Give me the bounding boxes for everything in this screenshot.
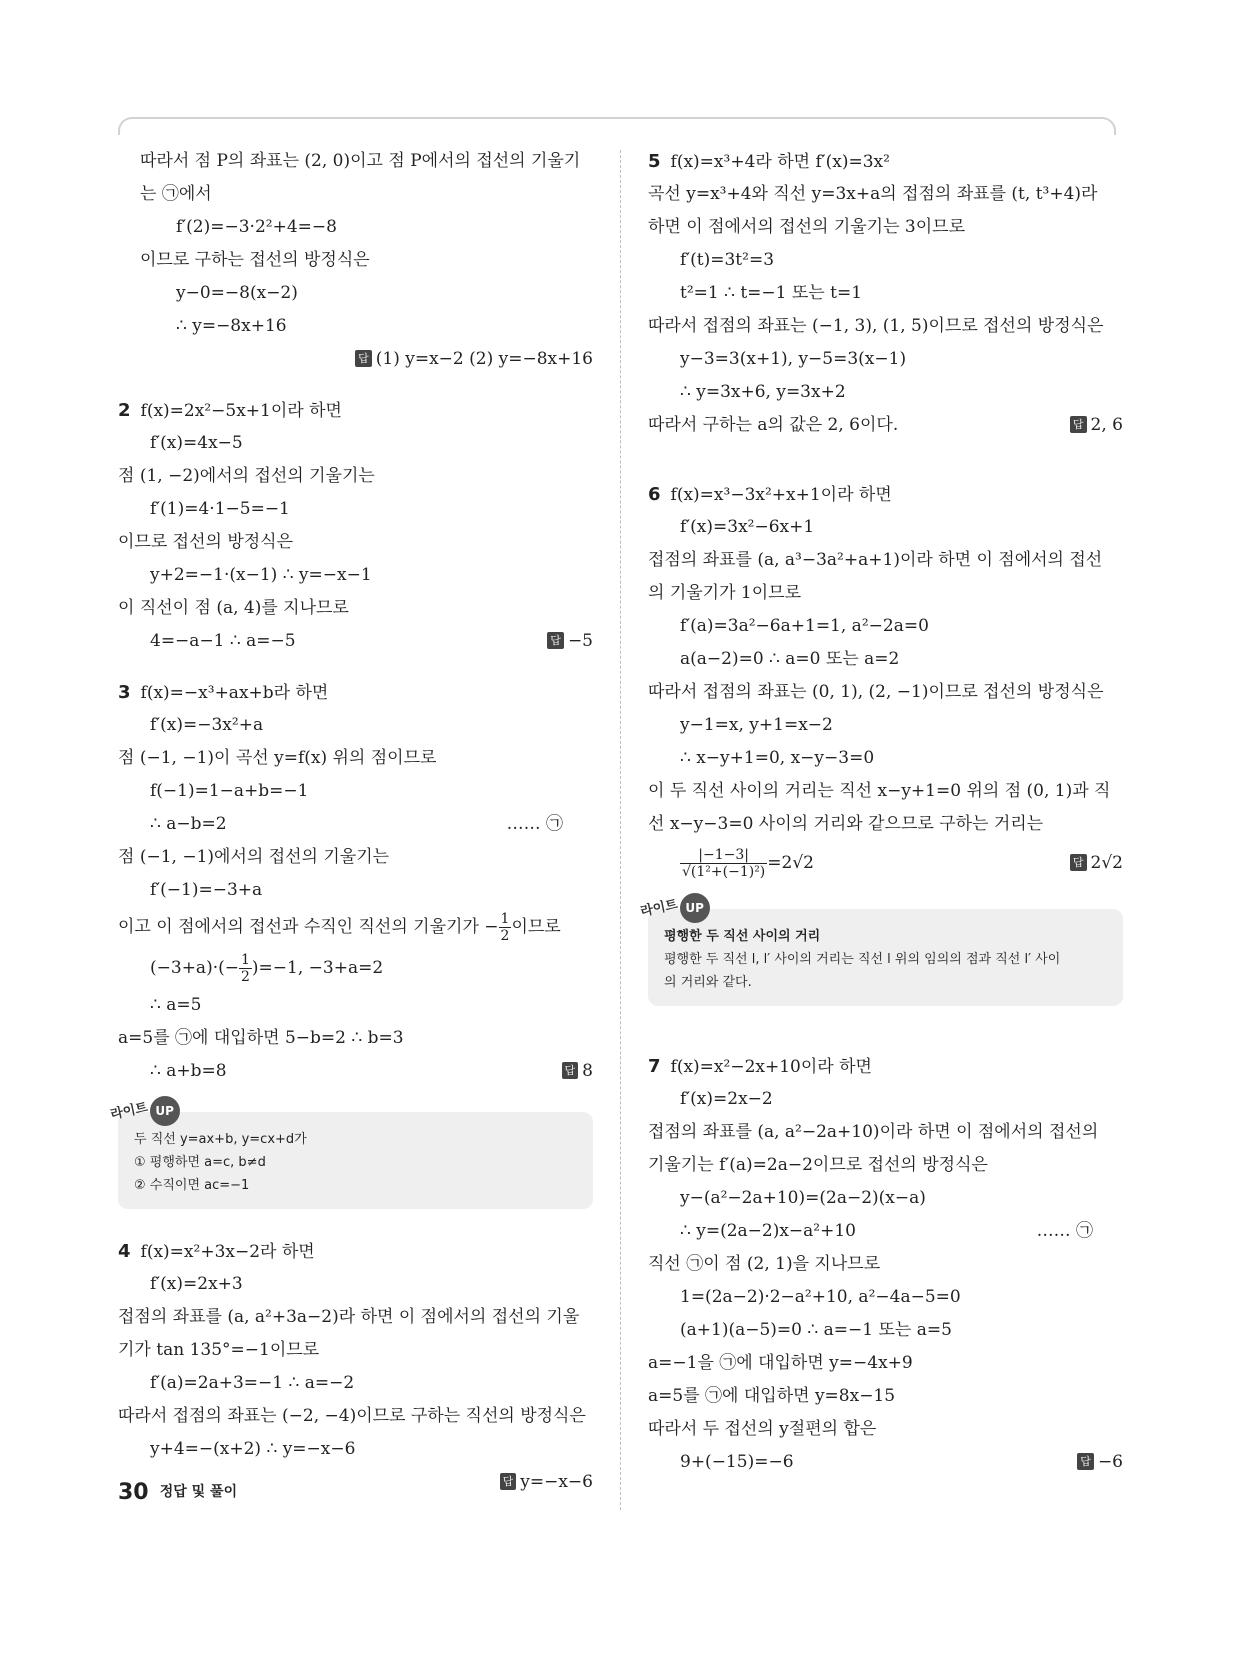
text-line: 따라서 접점의 좌표는 (−1, 3), (1, 5)이므로 접선의 방정식은 [648,316,1104,336]
equation-line: $\frac{|-1-3|}{\text{√(1²+(−1)²)}}$ =2√2 답 2√2 [648,841,1123,885]
equation-line: y+4=−(x+2) ∴ y=−x−6 [150,1439,356,1459]
tip-line: 의 거리와 같다. [664,975,752,990]
equation-line: f′(x)=3x²−6x+1 [680,517,815,537]
answer-icon: 답 [1077,1453,1094,1470]
equation-line: (a+1)(a−5)=0 ∴ a=−1 또는 a=5 [680,1320,952,1340]
problem-number: 4 [118,1241,131,1262]
equation-line: ∴ y=(2a−2)x−a²+10 …… ㉠ [648,1215,1123,1248]
text-line: 선 x−y−3=0 사이의 거리와 같으므로 구하는 거리는 [648,814,1044,834]
equation-line: t²=1 ∴ t=−1 또는 t=1 [680,283,863,303]
answer: 답 2, 6 [1070,409,1123,442]
right-column [639,145,1123,1479]
answer-icon: 답 [355,350,372,367]
problem-5-header: 5 f(x)=x³+4라 하면 f′(x)=3x² [648,151,890,172]
equation-line: y−1=x, y+1=x−2 [680,715,833,735]
equation-line: f′(x)=4x−5 [150,433,243,453]
problem-number: 6 [648,484,661,505]
text-line: 따라서 접점의 좌표는 (−2, −4)이므로 구하는 직선의 방정식은 [118,1406,586,1426]
text-line: a=−1을 ㉠에 대입하면 y=−4x+9 [648,1353,913,1373]
equation-line: (−3+a)·(− $\frac{1}{2}$ )=−1, −3+a=2 [150,952,384,985]
equation-line: ∴ y=−8x+16 [176,316,287,336]
answer-icon: 답 [562,1062,579,1079]
text-line: 의 기울기가 1이므로 [648,583,801,603]
page-footer [118,1480,237,1505]
problem-4-header: 4 f(x)=x²+3x−2라 하면 [118,1241,315,1262]
equation-line: 1=(2a−2)·2−a²+10, a²−4a−5=0 [680,1287,961,1307]
equation-line: f′(x)=2x+3 [150,1274,243,1294]
left-column [109,145,593,1499]
text-line: 곡선 y=x³+4와 직선 y=3x+a의 접점의 좌표를 (t, t³+4)라 [648,184,1098,204]
lite-up-badge: 라이트 UP [110,1096,180,1126]
equation-line: 4=−a−1 ∴ a=−5 답 −5 [118,625,593,658]
answer: 답 (1) y=x−2 (2) y=−8x+16 [355,343,593,376]
equation-line: f′(−1)=−3+a [150,880,263,900]
text-line: 이므로 구하는 접선의 방정식은 [140,250,370,270]
text-line: 따라서 접점의 좌표는 (0, 1), (2, −1)이므로 접선의 방정식은 [648,682,1104,702]
tip-content [118,1112,593,1209]
text-line: 하면 이 점에서의 접선의 기울기는 3이므로 [648,217,966,237]
equation-line: f(−1)=1−a+b=−1 [150,781,309,801]
text-line: 이 두 직선 사이의 거리는 직선 x−y+1=0 위의 점 (0, 1)과 직 [648,781,1111,801]
equation-line: ∴ x−y+1=0, x−y−3=0 [680,748,875,768]
text-line: 이 직선이 점 (a, 4)를 지나므로 [118,598,349,618]
problem-number: 3 [118,682,131,703]
text-line: 점 (1, −2)에서의 접선의 기울기는 [118,466,375,486]
tip-line: 평행한 두 직선 l, l′ 사이의 거리는 직선 l 위의 임의의 점과 직선 l′ 사이 [664,952,1061,967]
text-line: 점 (−1, −1)이 곡선 y=f(x) 위의 점이므로 [118,748,437,768]
lite-up-badge: 라이트 UP [640,893,710,923]
text-line: 접점의 좌표를 (a, a³−3a²+a+1)이라 하면 이 점에서의 접선 [648,550,1103,570]
answer: 답 −5 [547,625,593,658]
text-line: a=5를 ㉠에 대입하면 y=8x−15 [648,1386,896,1406]
equation-line: f′(a)=3a²−6a+1=1, a²−2a=0 [680,616,929,636]
problem-6-header: 6 f(x)=x³−3x²+x+1이라 하면 [648,484,892,505]
equation-line: 9+(−15)=−6 답 −6 [648,1446,1123,1479]
text-line: a=5를 ㉠에 대입하면 5−b=2 ∴ b=3 [118,1028,404,1048]
column-divider [620,150,621,1510]
equation-line: y−3=3(x+1), y−5=3(x−1) [680,349,907,369]
tip-box [109,1100,593,1209]
text-line: 접점의 좌표를 (a, a²−2a+10)이라 하면 이 점에서의 접선의 [648,1122,1099,1142]
problem-number: 5 [648,151,661,172]
tip-box [639,897,1123,1006]
equation-line: y−0=−8(x−2) [176,283,298,303]
text-line: 이고 이 점에서의 접선과 수직인 직선의 기울기가 − $\frac{1}{2}$ 이므로 [118,911,561,944]
text-line: 점 (−1, −1)에서의 접선의 기울기는 [118,847,390,867]
equation-line: f′(x)=−3x²+a [150,715,264,735]
text-line: 따라서 두 접선의 y절편의 합은 [648,1419,877,1439]
fraction: $\frac{1}{2}$ [500,911,510,944]
answer-icon: 답 [1070,416,1087,433]
problem-2-header: 2 f(x)=2x²−5x+1이라 하면 [118,400,342,421]
text-line: 이므로 접선의 방정식은 [118,532,294,552]
equation-line: ∴ y=3x+6, y=3x+2 [680,382,846,402]
equation-line: a(a−2)=0 ∴ a=0 또는 a=2 [680,649,900,669]
text-line: 기울기는 f′(a)=2a−2이므로 접선의 방정식은 [648,1155,988,1175]
fraction: $\frac{1}{2}$ [240,952,250,985]
equation-line: f′(t)=3t²=3 [680,250,775,270]
equation-line: f′(x)=2x−2 [680,1089,773,1109]
equation-line: f′(a)=2a+3=−1 ∴ a=−2 [150,1373,355,1393]
answer-icon: 답 [547,632,564,649]
equation-line: f′(1)=4·1−5=−1 [150,499,290,519]
text-line: 따라서 구하는 a의 값은 2, 6이다. 답 2, 6 [648,409,1123,442]
tip-line: ① 평행하면 a=c, b≠d [134,1155,266,1170]
top-border [118,117,1116,135]
problem-7-header: 7 f(x)=x²−2x+10이라 하면 [648,1056,872,1077]
page-number: 30 [118,1480,149,1505]
equation-line: y−(a²−2a+10)=(2a−2)(x−a) [680,1188,926,1208]
tip-title: 평행한 두 직선 사이의 거리 [664,929,821,944]
problem-number: 7 [648,1056,661,1077]
equation-marker: …… ㉠ [1036,1221,1093,1241]
answer: 답 −6 [1077,1446,1123,1479]
tip-line: ② 수직이면 ac=−1 [134,1178,250,1193]
text-line: 는 ㉠에서 [140,184,212,204]
tip-line: 두 직선 y=ax+b, y=cx+d가 [134,1132,307,1147]
text-line: 직선 ㉠이 점 (2, 1)을 지나므로 [648,1254,881,1274]
text-line: 접점의 좌표를 (a, a²+3a−2)라 하면 이 점에서의 접선의 기울 [118,1307,580,1327]
problem-number: 2 [118,400,131,421]
tip-content [648,909,1123,1006]
text-line: 기가 tan 135°=−1이므로 [118,1340,320,1360]
answer-line [118,343,593,376]
equation-line: f′(2)=−3·2²+4=−8 [176,217,337,237]
equation-line: ∴ a+b=8 답 8 [118,1055,593,1088]
text-line: 따라서 점 P의 좌표는 (2, 0)이고 점 P에서의 접선의 기울기 [140,151,581,171]
fraction: $\frac{|-1-3|}{\text{√(1²+(−1)²)}}$ [682,847,766,880]
page-footer-title: 정답 및 풀이 [159,1484,238,1500]
problem-3-header: 3 f(x)=−x³+ax+b라 하면 [118,682,329,703]
equation-marker: …… ㉠ [506,814,563,834]
answer: 답 y=−x−6 [500,1466,593,1499]
answer: 답 8 [562,1055,593,1088]
equation-line: ∴ a=5 [150,995,202,1015]
answer-icon: 답 [500,1473,517,1490]
answer-icon: 답 [1070,854,1087,871]
equation-line: ∴ a−b=2 …… ㉠ [118,808,593,841]
answer: 답 2√2 [1070,841,1123,885]
equation-line: y+2=−1·(x−1) ∴ y=−x−1 [150,565,372,585]
